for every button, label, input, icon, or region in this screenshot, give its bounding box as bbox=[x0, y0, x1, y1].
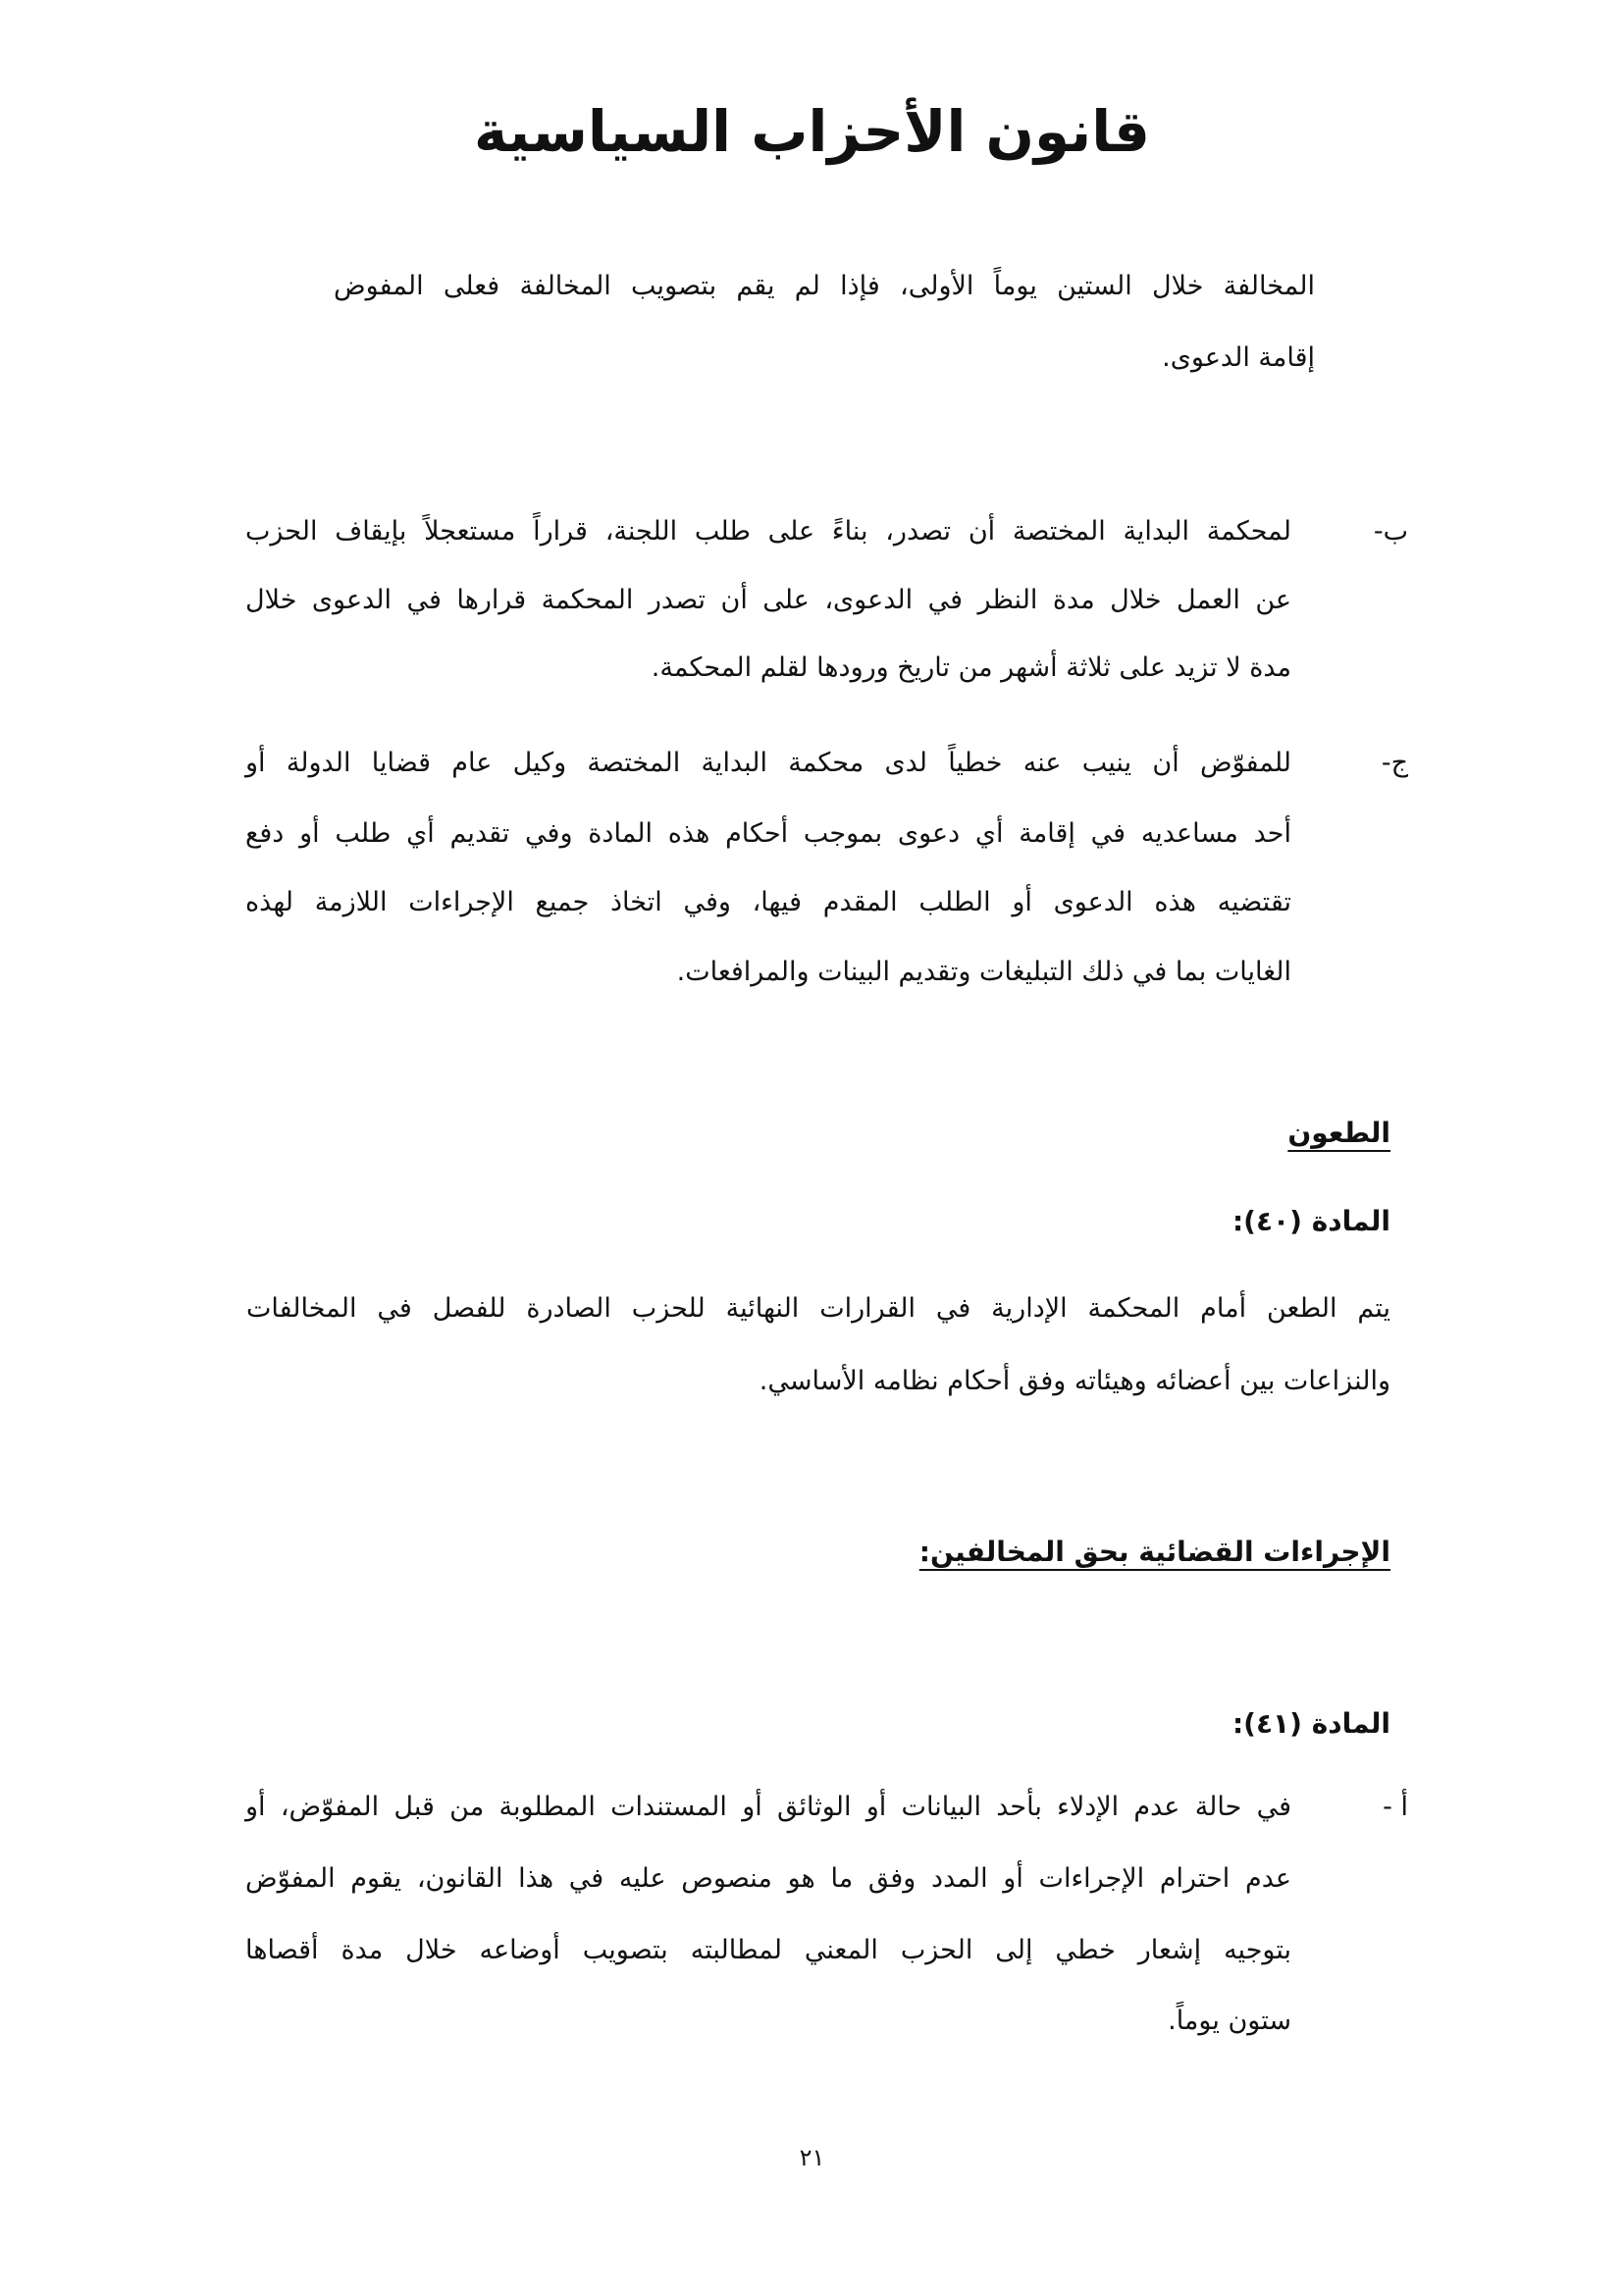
item-a-line: في حالة عدم الإدلاء بأحد البيانات أو الوثائق أو المستندات المطلوبة من قبل المفوّض، أو bbox=[245, 1792, 1291, 1822]
item-c-line: أحد مساعديه في إقامة أي دعوى بموجب أحكام هذه المادة وفي تقديم أي طلب أو دفع bbox=[245, 818, 1291, 849]
article-40-label: المادة (٤٠): bbox=[1231, 1205, 1390, 1237]
document-title: قانون الأحزاب السياسية bbox=[474, 98, 1150, 165]
item-a-line: ستون يوماً. bbox=[1168, 2006, 1291, 2036]
article-40-line: يتم الطعن أمام المحكمة الإدارية في القرارات النهائية للحزب الصادرة للفصل في المخالفات bbox=[246, 1293, 1390, 1324]
item-marker-c: ج- bbox=[1381, 748, 1408, 778]
item-marker-a: أ - bbox=[1383, 1792, 1408, 1822]
section-heading-procedures: الإجراءات القضائية بحق المخالفين: bbox=[918, 1536, 1390, 1568]
item-marker-b: ب- bbox=[1373, 516, 1408, 547]
item-b-line: لمحكمة البداية المختصة أن تصدر، بناءً على طلب اللجنة، قراراً مستعجلاً بإيقاف الحزب bbox=[245, 516, 1291, 547]
item-c-line: للمفوّض أن ينيب عنه خطياً لدى محكمة البداية المختصة وكيل عام قضايا الدولة أو bbox=[245, 748, 1291, 778]
page-number: ٢١ bbox=[799, 2144, 825, 2171]
section-heading-appeals: الطعون bbox=[1287, 1117, 1390, 1149]
item-b-line: عن العمل خلال مدة النظر في الدعوى، على أن تصدر المحكمة قرارها في الدعوى خلال bbox=[245, 585, 1291, 615]
article-40-line: والنزاعات بين أعضائه وهيئاته وفق أحكام نظامه الأساسي. bbox=[759, 1366, 1390, 1396]
item-c-line: تقتضيه هذه الدعوى أو الطلب المقدم فيها، وفي اتخاذ جميع الإجراءات اللازمة لهذه bbox=[245, 887, 1291, 917]
item-a-line: عدم احترام الإجراءات أو المدد وفق ما هو منصوص عليه في هذا القانون، يقوم المفوّض bbox=[245, 1863, 1291, 1894]
item-a-line: بتوجيه إشعار خطي إلى الحزب المعني لمطالبته بتصويب أوضاعه خلال مدة أقصاها bbox=[245, 1935, 1291, 1965]
intro-line: إقامة الدعوى. bbox=[1162, 342, 1315, 373]
article-41-label: المادة (٤١): bbox=[1231, 1707, 1390, 1740]
item-c-line: الغايات بما في ذلك التبليغات وتقديم البينات والمرافعات. bbox=[676, 957, 1291, 987]
intro-line: المخالفة خلال الستين يوماً الأولى، فإذا لم يقم بتصويب المخالفة فعلى المفوض bbox=[334, 271, 1315, 301]
item-b-line: مدة لا تزيد على ثلاثة أشهر من تاريخ ورودها لقلم المحكمة. bbox=[651, 652, 1291, 683]
